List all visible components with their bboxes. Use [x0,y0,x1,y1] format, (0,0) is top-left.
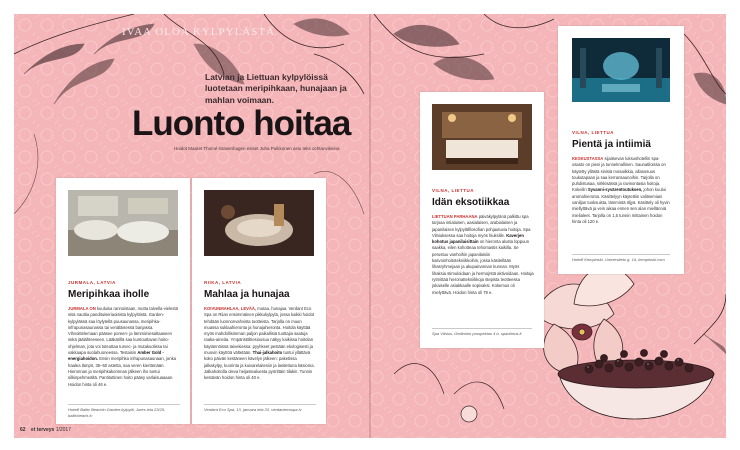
page-fold [369,14,371,438]
card-rule [68,404,180,405]
pool-photo [572,38,670,102]
card-footer: Hotelli Baltic Beachin Garden-kylpylä, Jures iela 23/25, balticbeach.lv [68,407,166,418]
article-title: Luonto hoitaa [132,104,351,143]
card-highlight: Kaverjen kohotus japanilaisittain [432,232,524,245]
card-body [432,214,534,296]
article-lead: Latvian ja Liettuan kylpylöissä luotetaan meripihkaan, hunajaan ja mahlan voimaan. [205,72,347,105]
article-byline: Hoidot Maaret Thomé-Stavenhagen esiset Juha Puikkonen asiu teks ochtanvikeina [174,146,340,151]
card-body-text: päiväkylpylänä palkittu spa tarjoaa intialaisen, aasialaisen, arabialaisen ja japanilaisen kylpyläfilosofian pohjautuvia hoitoja. Spa Vilniuksessa saa hoitoja myös hiuksille. [432,214,531,238]
spa-card-riika [192,178,326,424]
card-location: VILNA, LIETTUA [432,188,474,193]
card-lead-word: LIETTUAN PARHAANA [432,214,478,219]
card-body [572,156,672,225]
card-lead-word: KESKUSTASSA [572,156,604,161]
card-body [68,306,180,388]
card-body-text-2: Ensin meripihka infrapunasaunaan, jonka haalea lämpö, 35–50 astetta, saa veren kiertämään. Hieronnan ja meripihkakorinnan jälkeen iho tuntui silkinpehmeältä. Pantituttinen hoito pääsy varlaisuaaaan. Hoidon hinta oli 46 e. [68,356,177,387]
spa-lounge-photo [68,190,178,256]
card-heading: Mahlaa ja hunajaa [204,289,290,300]
spa-card-jurmala [56,178,190,424]
card-body-text-2: johon kuului aromahieronta. Käsittelyyn käytettiin valitsemiani vaniljan tuoksuista, lämmintä öljyä. Käsittely oli hyvin miellyttävä ja vein aikaa ennen sen alan miellänniä mielialeet. Tarjolla on 1,5 tunnin mittainen hoidon hinta oli 120 e. [572,187,670,224]
page-number: 62 [20,427,26,433]
card-location: RIIKA, LATVIA [204,280,242,285]
spa-room-photo [432,104,532,170]
card-body [204,306,316,382]
card-heading: Pientä ja intiimiä [572,139,651,150]
card-location: VILNA, LIETTUA [572,130,614,135]
magazine-name: et terveys [30,427,55,433]
card-lead-word: JURMALA ON [68,306,96,311]
spa-card-vilna-intimate [558,26,684,274]
card-body-text: mutaa, hunajaa. Verdant Eco Spa on Riian ensimmäinen pikkukylpylä, jossa kaikki hoidot tehdään luonnonvahvista tuotteista. Tarjolla on muun muassa suklaahieronta ja hunajahieronta. Hoitola käyttää myös mahdollisimman paljon paikallisiä tuottajia saatuja raaka-aineita. Ympäristöltiesiousuu näkyy kaikissa hoitolan käytännöissä taivekiessa: pyyhkeet pestään ekologisesti ja muovin käyttöä vältetään. [204,306,315,356]
card-highlight: Syvanni-syvärentoutuksen, [587,187,643,193]
card-rule [572,254,670,255]
card-footer: Hotelli Kempinski, Universiteto g. 14, kempinski.com [572,257,665,262]
card-lead-word: KOIVUNMAHLAA, LEVÄÄ, [204,306,257,311]
card-highlight: Thai-jalkahoito [252,350,283,356]
card-body-text-2: on hieronta alusta loppuun saakka, eilen kohotteaa tehomastis kaikilla. Se perustuu vanhoihin japanilaisiin kasvoinhoitotekniikkoihin, jossa käsitellään lihasryhmejaan ja akupainannan kunnan. Myös lihaksia stimuloidaan ja hermojrstä aktivoidaan. Hoitaja rytmittää hieronattekniikkoja stepista teotteessa jokaiselle asiakkaalle sopivaksi. Kokemus oli mielyttävä. Hoidon hinta oli 79 e. [432,239,534,295]
card-footer: Spa Vilnius, Gedimino prospektas 4 b, spavilnius.lt [432,331,522,336]
card-body-text: sijaitsevan luksushotellin spa-osasto on pieni ja tunnelmallinen. Saunatiloissa on käytetty yllästä sinisiä mosaiikkia, allasosuus toukutapaan ja saa kerransaunoihin. Tarjolla on puhdistusaa, sirkkisässä ja ravinontasia hoitoja. Kokeilin [572,156,666,193]
honey-treatment-photo [204,190,314,256]
card-rule [432,328,532,329]
section-kicker: IVAA OLOA KYLPYLÄSTÄ [122,26,276,38]
card-rule [204,404,316,405]
magazine-spread [14,14,726,438]
card-body-text-2: tuntui yllättävä koko päivän kestäneen kävelyn jälkeen: paketissa jalkakylpy, kuorinta ja kuivarelaitesiin ja lasitettuna käsioma. Jalkahoitolla oleva heijastealuesta pyörittäin tilakin. Tunnin kestävän hoidon hinta oli 40 e. [204,350,315,381]
spa-card-vilna-east [420,92,544,348]
card-heading: Meripihkaa iholle [68,289,150,300]
card-footer: Verdant Eco Spa, 13. janvara iela 33, verdantecospa.lv [204,407,302,412]
card-heading: Idän eksotiikkaa [432,197,510,208]
page-footer [20,427,71,433]
card-location: JURMALA, LATVIA [68,280,116,285]
issue-number: 1/2017 [55,427,71,433]
card-highlight: Amber Gold -energiahoidon. [68,350,164,362]
card-body-text: kuuluisa rannoistaan, mutta talvella-vielestä sisä nauttia pandituiseriaoisista kylpylöistä. Garden-kylpylässä saa löylytellä puusaunassa, meripihka-infrapunasaunassa tai venäläisessä banjassa. Vihvoittelemaan pääsee poreen- ja lämmimiesaltaaseen sekä jäälähteeseen. Lääkärillä saa kuntouttavan hoito-ohjelman, jota voi toteuttaa turvec- ja mutakuolissa tai vakkaapa suolahuoneessa. Testaisin [68,306,178,356]
